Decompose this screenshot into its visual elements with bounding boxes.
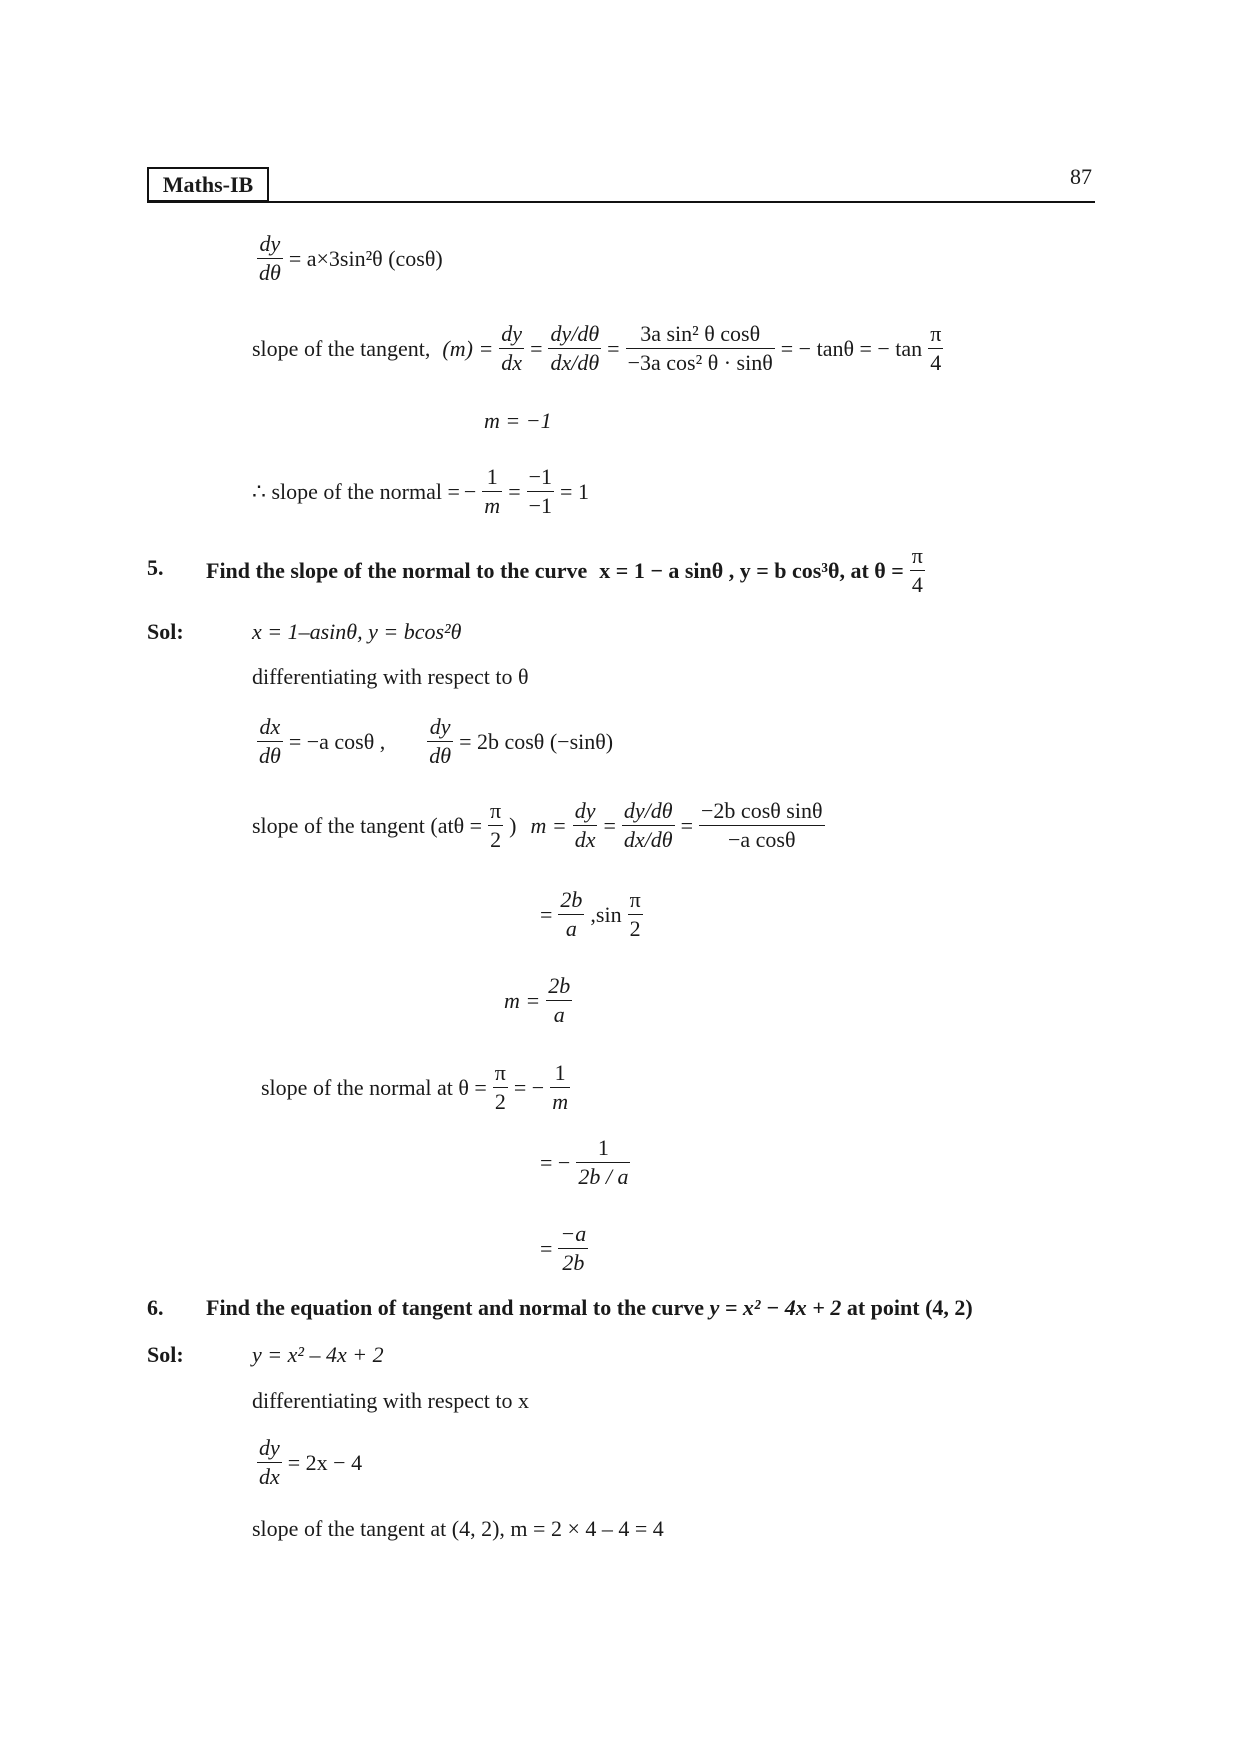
- q6-given: y = x² – 4x + 2: [252, 1342, 384, 1367]
- subject-header: Maths-IB: [147, 167, 269, 202]
- solution-label: Sol:: [147, 619, 184, 644]
- q6-tangent-slope: slope of the tangent at (4, 2), m = 2 × 4 – 4 = 4: [252, 1516, 664, 1541]
- solution-label: Sol:: [147, 1342, 184, 1367]
- derivatives-equation: $\frac{dx}{d\theta}$ = −a cosθ , $\frac{dy}{d\theta}$ = 2b cosθ (−sinθ): [259, 714, 614, 768]
- q6-derivative: $\frac{dy}{dx}$ = 2x − 4: [259, 1435, 363, 1489]
- tangent-slope-equation: slope of the tangent, (m) = $\frac{dy}{dx}$ = $\frac{dy/d\theta}{dx/d\theta}$ = $\frac{\text{3a sin² θ cosθ}}{\text{−3a cos² θ · sinθ}}$ = − tanθ = − tan $\frac{\pi}{4}$: [252, 321, 942, 375]
- question-5-text: Find the slope of the normal to the curve x = 1 − a sinθ , y = b cos³θ, at θ = $\frac{\pi}{4}$: [206, 543, 923, 597]
- differentiating-note: differentiating with respect to θ: [252, 664, 529, 689]
- q5-step-5: = − $\frac{1}{2b / a}$: [540, 1135, 629, 1189]
- q5-step-6: = $\frac{-a}{2b}$: [540, 1221, 587, 1275]
- q6-differentiating-note: differentiating with respect to x: [252, 1388, 529, 1413]
- q5-step-2: = $\frac{2b}{a}$ ,sin $\frac{\pi}{2}$: [540, 887, 641, 941]
- question-6-text: Find the equation of tangent and normal to the curve y = x² − 4x + 2 at point (4, 2): [206, 1295, 973, 1320]
- equation-dy-dtheta: $\frac{dy}{d\theta}$ = a×3sin²θ (cosθ): [259, 231, 443, 285]
- question-number: 6.: [147, 1295, 164, 1320]
- normal-slope-equation: ∴ slope of the normal = − $\frac{1}{m}$ = $\frac{-1}{-1}$ = 1: [252, 464, 589, 518]
- q5-tangent-slope: slope of the tangent (atθ = $\frac{\pi}{2}$ ) m = $\frac{dy}{dx}$ = $\frac{dy/d\theta}{dx/d\theta}$ = $\frac{\text{−2b cosθ sinθ}}{\text{−a cosθ}}$: [252, 798, 823, 852]
- fraction: $\frac{dy}{d\theta}$: [259, 231, 281, 285]
- q5-normal-slope: slope of the normal at θ = $\frac{\pi}{2}$ = − $\frac{1}{m}$: [261, 1060, 569, 1114]
- page-number: 87: [1070, 164, 1092, 189]
- question-number: 5.: [147, 555, 164, 580]
- q5-step-3: m = $\frac{2b}{a}$: [504, 973, 571, 1027]
- given-equations: x = 1–asinθ, y = bcos²θ: [252, 619, 462, 644]
- header-rule: [147, 201, 1095, 203]
- m-equals-minus-one: m = −1: [484, 408, 552, 433]
